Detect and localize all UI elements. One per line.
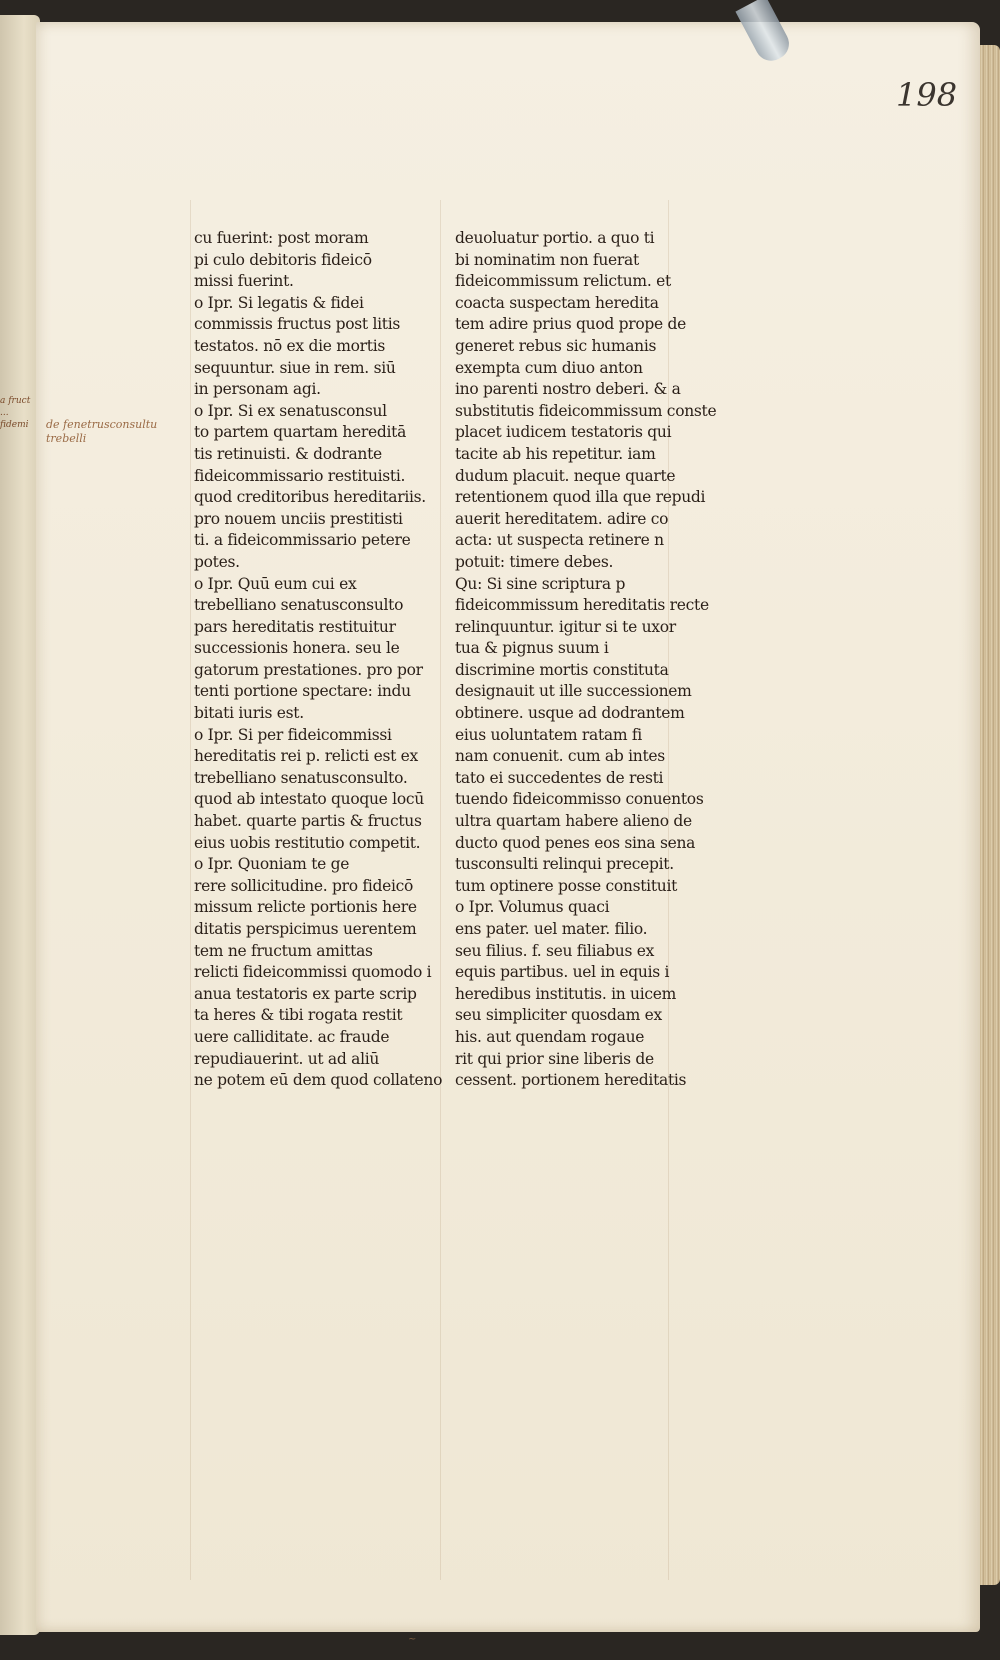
text-line: seu filius. f. seu filiabus ex [455,941,655,960]
text-column-right [455,228,717,1092]
text-line: o Ipr. Volumus quaci [455,898,610,917]
text-line: tusconsulti relinqui precepit. [455,855,674,874]
text-line: tem ne fructum amittas [194,941,373,960]
text-line: equis partibus. uel in equis i [455,963,670,982]
text-line: relinquuntur. igitur si te uxor [455,617,676,636]
text-line: tum optinere posse constituit [455,876,678,895]
text-line: sequuntur. siue in rem. siū [194,358,396,377]
text-line: potuit: timere debes. [455,552,614,571]
text-line: hereditatis rei p. relicti est ex [194,747,418,766]
text-line: auerit hereditatem. adire co [455,509,669,528]
text-line: nam conuenit. cum ab intes [455,747,665,766]
text-line: o Ipr. Si ex senatusconsul [194,401,387,420]
text-line: quod creditoribus hereditariis. [194,488,426,507]
text-line: fideicommissario restituisti. [194,466,406,485]
left-page-margin-note: a fruct ... fidemi [0,396,31,430]
text-line: missum relicte portionis here [194,898,417,917]
text-line: ta heres & tibi rogata restit [194,1006,403,1025]
text-line: repudiauerint. ut ad aliū [194,1049,380,1068]
text-line: o Ipr. Quū eum cui ex [194,574,357,593]
text-line: ultra quartam habere alieno de [455,812,692,831]
text-line: tis retinuisti. & dodrante [194,444,382,463]
text-line: ne potem eū dem quod collateno [194,1071,443,1090]
text-line: successionis honera. seu le [194,639,400,658]
text-line: tuendo fideicommisso conuentos [455,790,704,809]
text-line: obtinere. usque ad dodrantem [455,704,685,723]
text-line: o Ipr. Si per fideicommissi [194,725,392,744]
text-column-left [194,228,443,1092]
text-line: o Ipr. Quoniam te ge [194,855,350,874]
text-line: tua & pignus suum i [455,639,609,658]
text-line: to partem quartam hereditā [194,423,407,442]
text-line: placet iudicem testatoris qui [455,423,672,442]
ruling-line [190,200,191,1580]
text-line: fideicommissum relictum. et [455,272,671,291]
text-line: generet rebus sic humanis [455,336,657,355]
bottom-mark: ~ [408,1634,417,1645]
text-line: gatorum prestationes. pro por [194,660,423,679]
text-line: exempta cum diuo anton [455,358,643,377]
text-line: cessent. portionem hereditatis [455,1071,687,1090]
text-line: pars hereditatis restituitur [194,617,396,636]
text-line: tato ei succedentes de resti [455,768,664,787]
folio-number: 198 [896,76,958,114]
text-line: eius uobis restitutio competit. [194,833,421,852]
left-page-edge [0,15,40,1635]
text-line: trebelliano senatusconsulto. [194,768,408,787]
text-line: heredibus institutis. in uicem [455,984,677,1003]
text-line: coacta suspectam heredita [455,293,659,312]
text-line: rit qui prior sine liberis de [455,1049,654,1068]
text-line: pi culo debitoris fideicō [194,250,372,269]
text-line: deuoluatur portio. a quo ti [455,229,655,247]
text-line: trebelliano senatusconsulto [194,596,404,615]
text-line: quod ab intestato quoque locū [194,790,424,809]
text-line: in personam agi. [194,380,321,399]
text-line: ditatis perspicimus uerentem [194,920,417,938]
text-line: ino parenti nostro deberi. & a [455,380,681,399]
text-line: tem adire prius quod prope de [455,315,686,334]
margin-annotation: de fenetrusconsultu trebelli [46,418,158,445]
text-line: o Ipr. Si legatis & fidei [194,293,364,312]
text-line: rere sollicitudine. pro fideicō [194,876,414,895]
text-line: potes. [194,552,240,571]
text-line: seu simpliciter quosdam ex [455,1006,662,1025]
text-line: eius uoluntatem ratam fi [455,725,642,744]
text-line: uere calliditate. ac fraude [194,1027,390,1046]
text-line: acta: ut suspecta retinere n [455,531,664,550]
text-line: commissis fructus post litis [194,315,401,334]
text-line: bitati iuris est. [194,704,304,723]
text-line: bi nominatim non fuerat [455,250,639,269]
text-line: ducto quod penes eos sina sena [455,833,696,852]
text-line: anua testatoris ex parte scrip [194,984,417,1003]
ruling-line [440,200,441,1580]
text-line: dudum placuit. neque quarte [455,466,676,485]
text-line: cu fuerint: post moram [194,229,369,247]
text-line: ti. a fideicommissario petere [194,531,411,550]
text-line: substitutis fideicommissum conste [455,401,717,420]
text-line: relicti fideicommissi quomodo i [194,963,432,982]
text-line: tenti portione spectare: indu [194,682,411,701]
text-line: missi fuerint. [194,272,294,291]
text-line: habet. quarte partis & fructus [194,812,422,831]
text-line: ens pater. uel mater. filio. [455,920,648,938]
text-line: Qu: Si sine scriptura p [455,574,626,593]
text-line: fideicommissum hereditatis recte [455,596,709,615]
text-line: retentionem quod illa que repudi [455,488,706,507]
text-line: testatos. nō ex die mortis [194,336,386,355]
text-line: his. aut quendam rogaue [455,1027,645,1046]
text-line: discrimine mortis constituta [455,660,669,679]
text-line: tacite ab his repetitur. iam [455,444,656,463]
text-line: pro nouem unciis prestitisti [194,509,403,528]
text-line: designauit ut ille successionem [455,682,692,701]
